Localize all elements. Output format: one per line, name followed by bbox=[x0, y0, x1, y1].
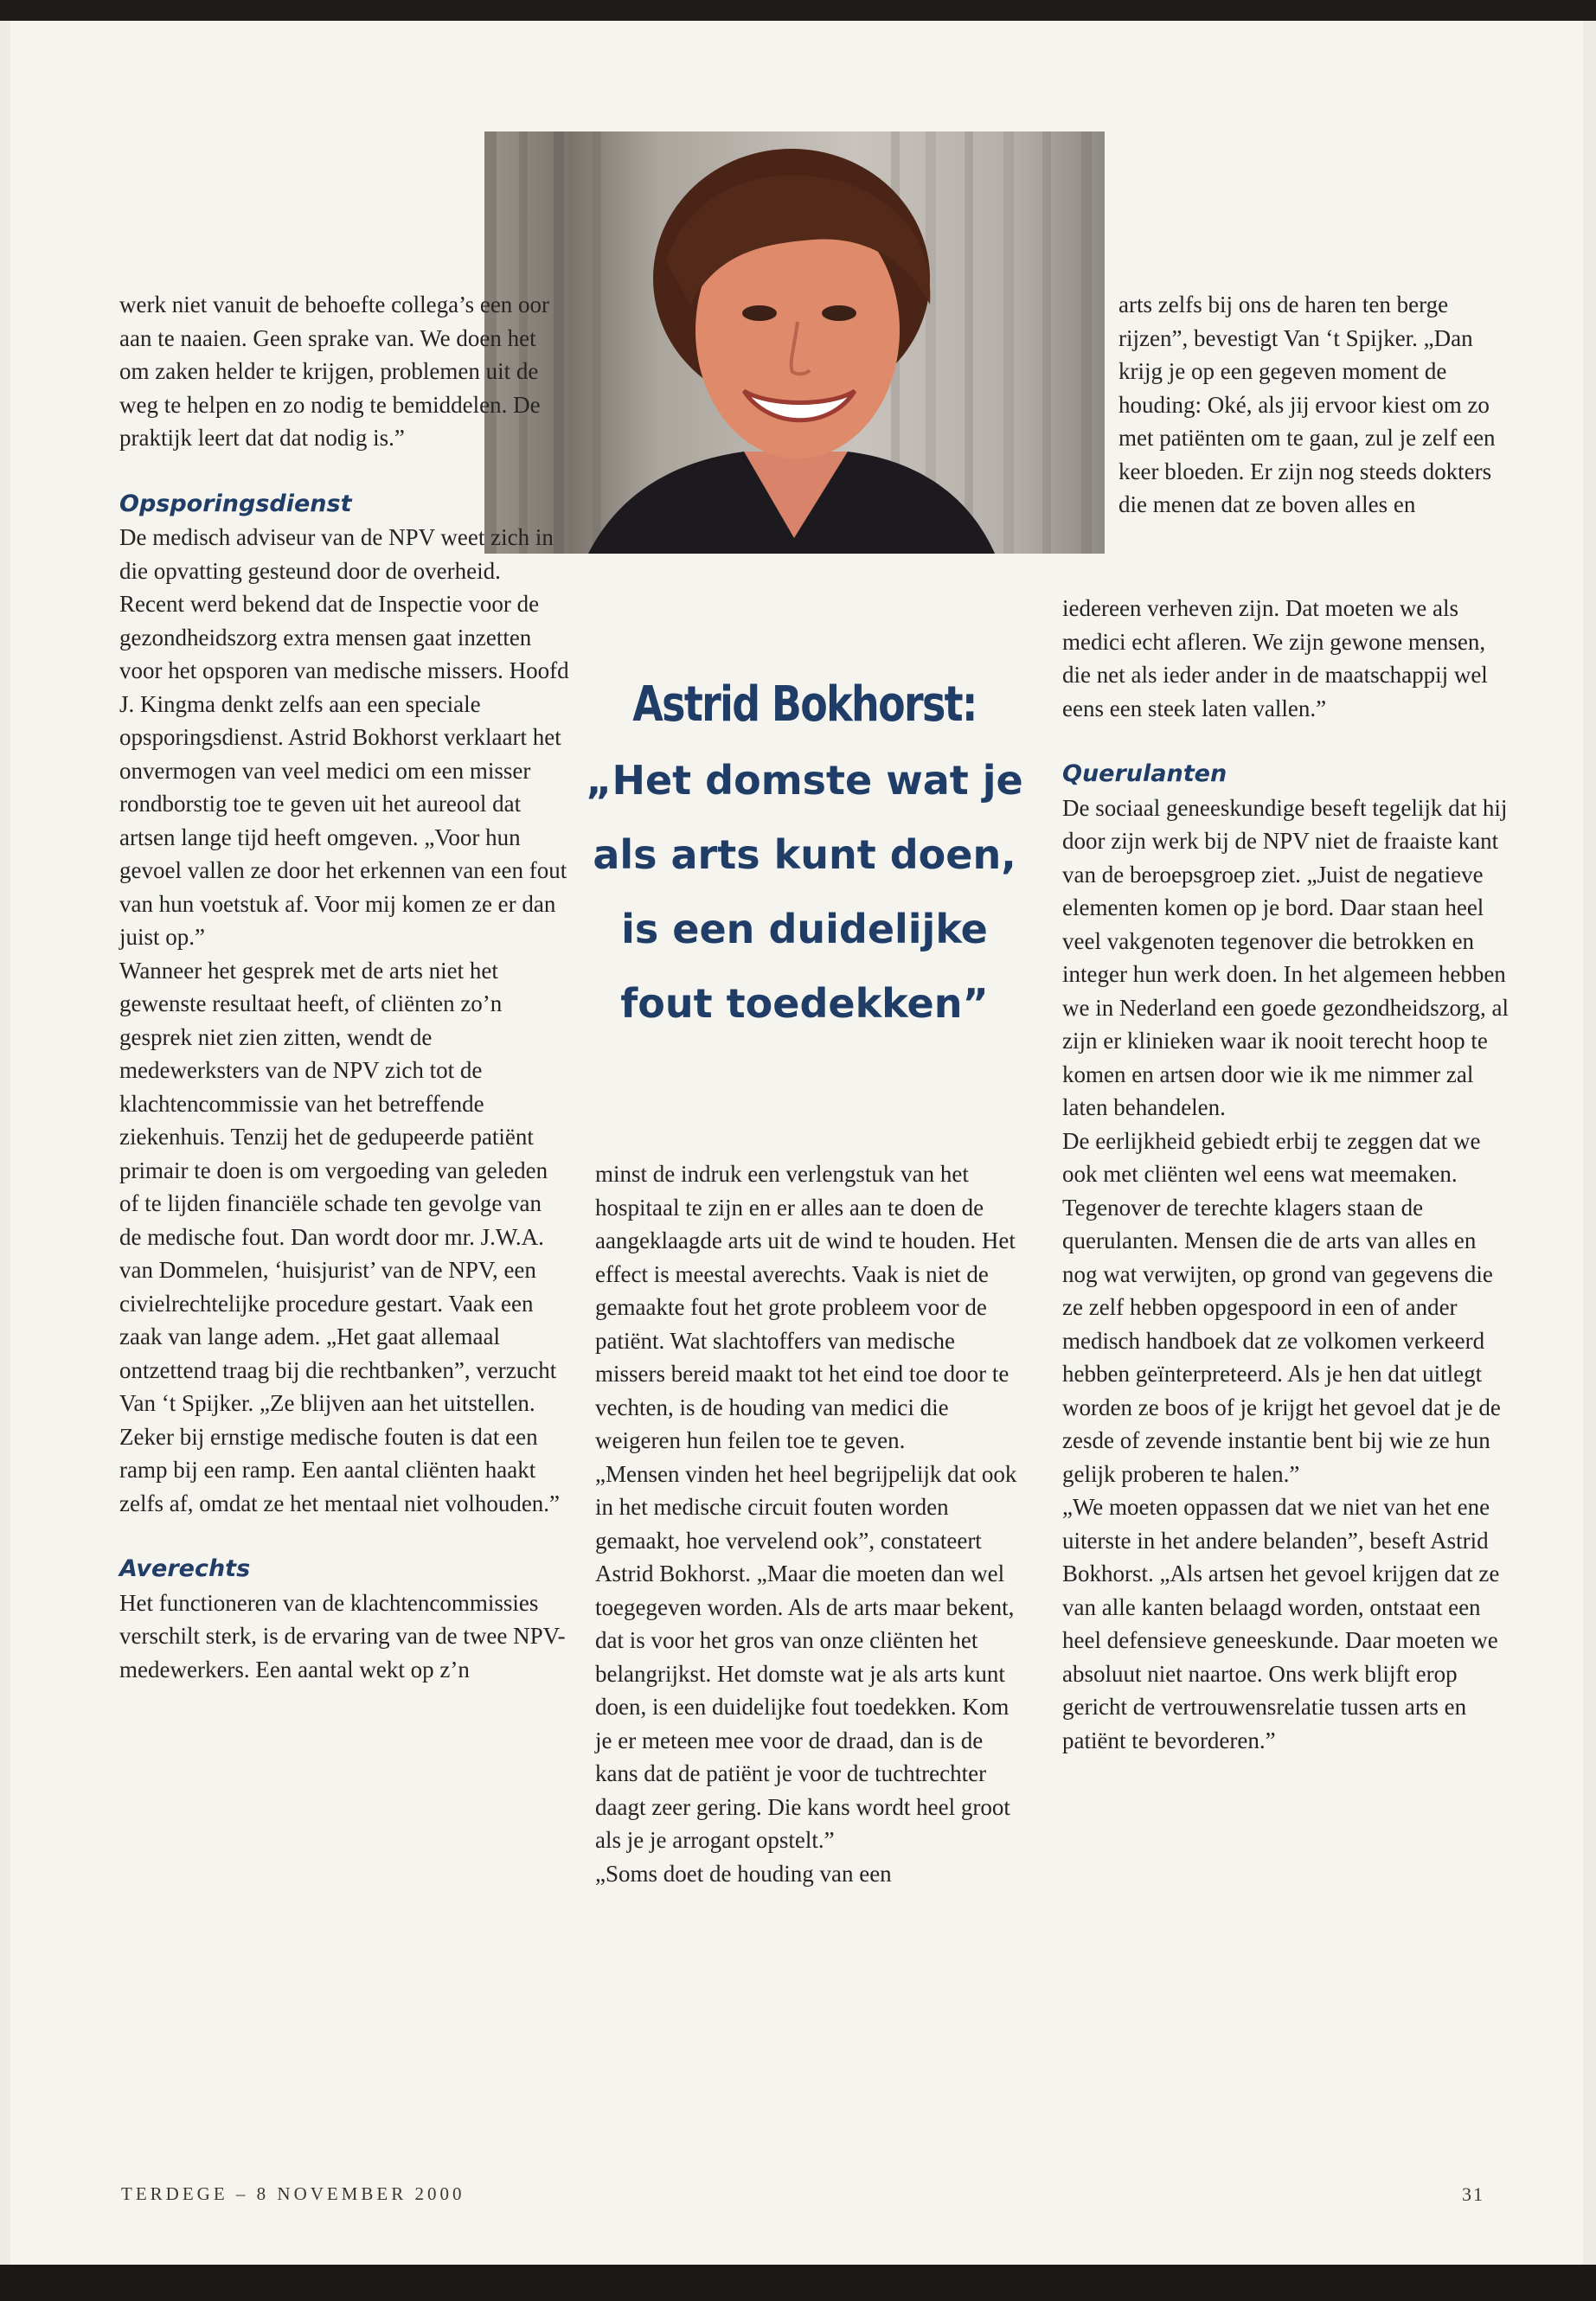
article-column-2 bbox=[595, 1157, 1028, 1890]
footer-publication: TERDEGE – 8 NOVEMBER 2000 bbox=[121, 2183, 465, 2204]
paragraph: „We moeten oppassen dat we niet van het ene uiterste in het andere belanden”, beseft Astrid Bokhorst. „Als artsen het gevoel krijgen dat ze van alle kanten belaagd worden, ontstaat een heel defensieve geneeskunde. Daar moeten we absoluut niet naartoe. Ons werk blijft erop gericht de vertrouwensrelatie tussen arts en patiënt te bevorderen.” bbox=[1062, 1494, 1500, 1753]
paragraph: De medisch adviseur van de NPV weet zich in die opvatting gesteund door de overheid. Recent werd bekend dat de Inspectie voor de gezondheidszorg extra mensen gaat inzetten voor het opsporen van medische missers. Hoofd J. Kingma denkt zelfs aan een speciale opsporingsdienst. Astrid Bokhorst verklaart het onvermogen van veel medici om een misser rondborstig toe te geven uit het aureool dat artsen lange tijd heeft omgeven. „Voor hun gevoel vallen ze door het erkennen van een fout van hun voetstuk af. Voor mij komen ze er dan juist op.” bbox=[119, 524, 569, 950]
bottom-border bbox=[0, 2265, 1596, 2301]
article-column-3-top bbox=[1118, 288, 1499, 522]
paragraph: „Soms doet de houding van een bbox=[595, 1860, 892, 1887]
paragraph: arts zelfs bij ons de haren ten berge rijzen”, bevestigt Van ‘t Spijker. „Dan krijg je op een gegeven moment de houding: Oké, als jij ervoor kiest om zo met patiënten om te gaan, zul je zelf een keer bloeden. Er zijn nog steeds dokters die menen dat ze boven alles en bbox=[1118, 292, 1496, 517]
top-border bbox=[0, 0, 1596, 21]
subheading-querulanten: Querulanten bbox=[1062, 760, 1227, 787]
paragraph: Het functioneren van de klachtencommissies verschilt sterk, is de ervaring van de twee NPV-medewerkers. Een aantal wekt op z’n bbox=[119, 1589, 566, 1682]
paragraph: iedereen verheven zijn. Dat moeten we als medici echt afleren. We zijn gewone mensen, die net als ieder ander in de maatschappij wel eens een steek laten vallen.” bbox=[1062, 595, 1488, 721]
pull-quote bbox=[571, 670, 1038, 1041]
article-column-1 bbox=[119, 288, 569, 1686]
page-number: 31 bbox=[1462, 2183, 1484, 2205]
portrait-photo bbox=[484, 131, 1105, 554]
article-column-3 bbox=[1062, 592, 1512, 1757]
right-eye bbox=[822, 305, 856, 321]
paragraph: De eerlijkheid gebiedt erbij te zeggen dat we ook met cliënten wel eens wat meemaken. Tegenover de terechte klagers staan de querulanten. Mensen die de arts van alles en nog wat verwijten, op grond van gegevens die ze zelf hebben opgespoord in een of ander medisch handboek dat ze volkomen verkeerd hebben geïnterpreteerd. Als je hen dat uitlegt worden ze boos of je krijgt het gevoel dat je de zesde of zevende instantie bent bij wie ze hun gelijk proberen te halen.” bbox=[1062, 1127, 1501, 1487]
paragraph: Wanneer het gesprek met de arts niet het gewenste resultaat heeft, of cliënten zo’n gesprek niet zien zitten, wendt de medewerksters van de NPV zich tot de klachtencommissie van het betreffende ziekenhuis. Tenzij het de gedupeerde patiënt primair te doen is om vergoeding van geleden of te lijden financiële schade ten gevolge van de medische fout. Dan wordt door mr. J.W.A. van Dommelen, ‘huisjurist’ van de NPV, een civielrechtelijke procedure gestart. Vaak een zaak van lange adem. „Het gaat allemaal ontzettend traag bij die rechtbanken”, verzucht Van ‘t Spijker. „Ze blijven aan het uitstellen. Zeker bij ernstige medische fouten is dat een ramp bij een ramp. Een aantal cliënten haakt zelfs af, omdat ze het mentaal niet volhouden.” bbox=[119, 957, 561, 1516]
left-eye bbox=[742, 305, 777, 321]
pull-quote-name: Astrid Bokhorst: bbox=[632, 676, 977, 733]
subheading-opsporingsdienst: Opsporingsdienst bbox=[119, 490, 352, 517]
paragraph: werk niet vanuit de behoefte collega’s een oor aan te naaien. Geen sprake van. We doen het om zaken helder te krijgen, problemen uit de weg te helpen en zo nodig te bemiddelen. De praktijk leert dat dat nodig is.” bbox=[119, 292, 550, 451]
portrait-illustration bbox=[484, 131, 1105, 554]
paragraph: minst de indruk een verlengstuk van het hospitaal te zijn en er alles aan te doen de aangeklaagde arts uit de wind te houden. Het effect is meestal averechts. Vaak is niet de gemaakte fout het grote probleem voor de patiënt. Wat slachtoffers van medische missers bereid maakt tot het eind toe door te vechten, is de houding van medici die weigeren hun feilen toe te geven. bbox=[595, 1161, 1016, 1453]
pull-quote-text: „Het domste wat je als arts kunt doen, is een duidelijke fout toedekken” bbox=[586, 757, 1023, 1027]
paragraph: De sociaal geneeskundige beseft tegelijk dat hij door zijn werk bij de NPV niet de fraaiste kant van de beroepsgroep ziet. „Juist de negatieve elementen komen op je bord. Daar staan heel veel vakgenoten tegenover die betrokken en integer hun werk doen. In het algemeen hebben we in Nederland een goede gezondheidszorg, al zijn er klinieken waar ik nooit terecht hoop te komen en artsen door wie ik me nimmer zal laten behandelen. bbox=[1062, 794, 1509, 1120]
paragraph: „Mensen vinden het heel begrijpelijk dat ook in het medische circuit fouten worden gemaakt, hoe vervelend ook”, constateert Astrid Bokhorst. „Maar die moeten dan wel toegegeven worden. Als de arts maar bekent, dat is voor het gros van onze cliënten het belangrijkst. Het domste wat je als arts kunt doen, is een duidelijke fout toedekken. Kom je er meteen mee voor de draad, dan is de kans dat de patiënt je voor de tuchtrechter daagt zeer gering. Die kans wordt heel groot als je je arrogant opstelt.” bbox=[595, 1460, 1017, 1853]
subheading-averechts: Averechts bbox=[119, 1555, 251, 1582]
